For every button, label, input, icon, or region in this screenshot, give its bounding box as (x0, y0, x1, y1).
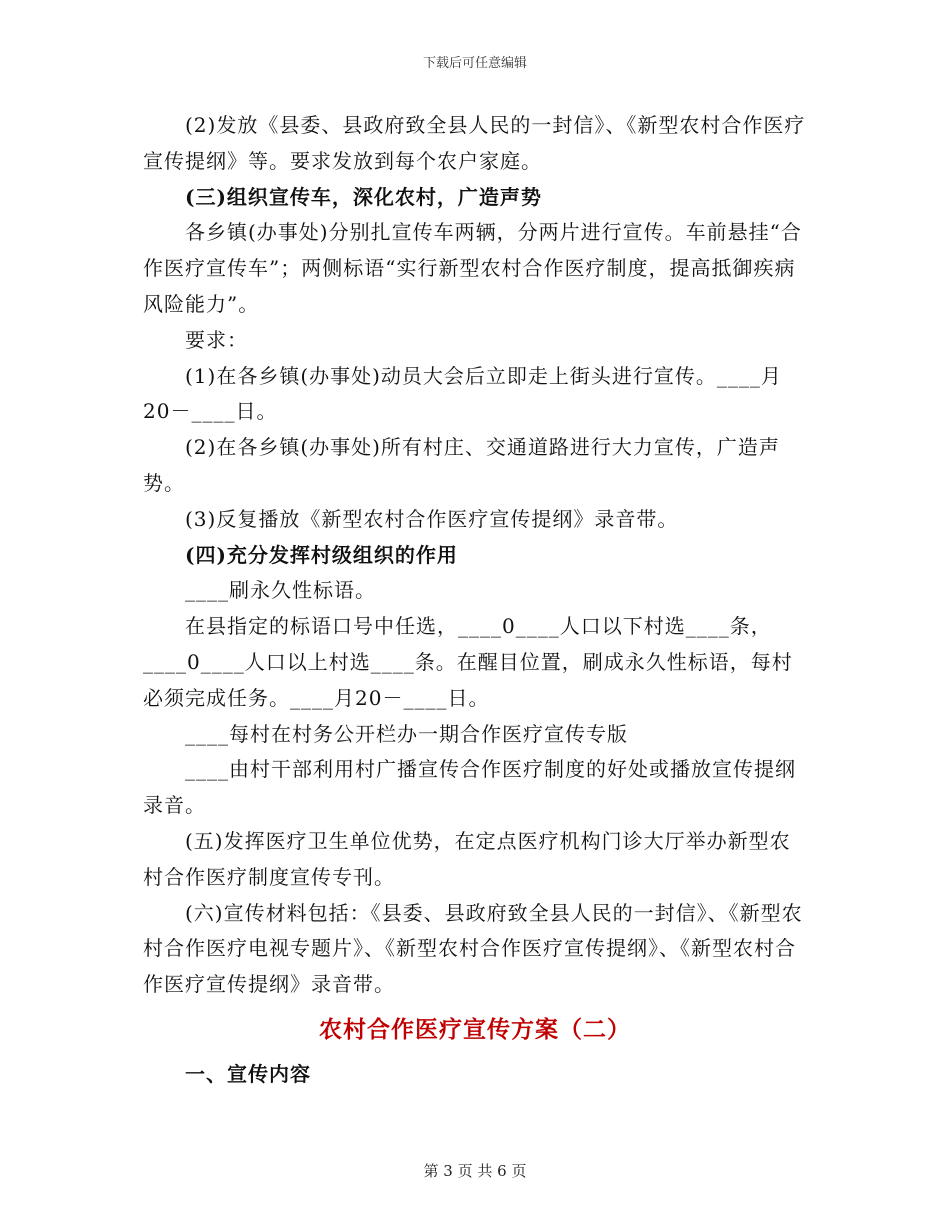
paragraph: ____每村在村务公开栏办一期合作医疗宣传专版 (185, 721, 628, 746)
paragraph: (2)发放《县委、县政府致全县人民的一封信》、《新型农村合作医疗宣传提纲》等。要求发放到每个农户家庭。 (143, 113, 806, 173)
paragraph: (五)发挥医疗卫生单位优势，在定点医疗机构门诊大厅举办新型农村合作医疗制度宣传专刊。 (143, 828, 791, 889)
section-heading: (三)组织宣传车，深化农村，广造声势 (185, 184, 542, 209)
paragraph: ____由村干部利用村广播宣传合作医疗制度的好处或播放宣传提纲录音。 (143, 757, 796, 818)
paragraph: (六)宣传材料包括：《县委、县政府致全县人民的一封信》、《新型农村合作医疗电视专题片》、《新型农村合作医疗宣传提纲》、《新型农村合作医疗宣传提纲》录音带。 (143, 900, 803, 997)
paragraph: (2)在各乡镇(办事处)所有村庄、交通道路进行大力宣传，广造声势。 (143, 435, 780, 495)
section-title: 农村合作医疗宣传方案（二） (319, 1015, 631, 1043)
paragraph: 在县指定的标语口号中任选，____0____人口以下村选____条，____0____人口以上村选____条。在醒目位置，刷成永久性标语，每村必须完成任务。____月20－____日。 (143, 614, 793, 710)
paragraph: (3)反复播放《新型农村合作医疗宣传提纲》录音带。 (185, 506, 679, 531)
paragraph: (1)在各乡镇(办事处)动员大会后立即走上街头进行宣传。____月20－____日。 (143, 363, 782, 424)
paragraph: ____刷永久性标语。 (185, 578, 376, 603)
paragraph: 要求： (185, 327, 248, 352)
section-heading: (四)充分发挥村级组织的作用 (185, 542, 458, 567)
subsection-heading: 一、宣传内容 (185, 1061, 311, 1086)
document-body (143, 108, 807, 1093)
paragraph: 各乡镇(办事处)分别扎宣传车两辆，分两片进行宣传。车前悬挂“合作医疗宣传车”；两侧标语“实行新型农村合作医疗制度，提高抵御疾病风险能力”。 (143, 220, 802, 316)
header-note: 下载后可任意编辑 (422, 56, 527, 71)
page-footer: 第 3 页 共 6 页 (423, 1162, 527, 1180)
